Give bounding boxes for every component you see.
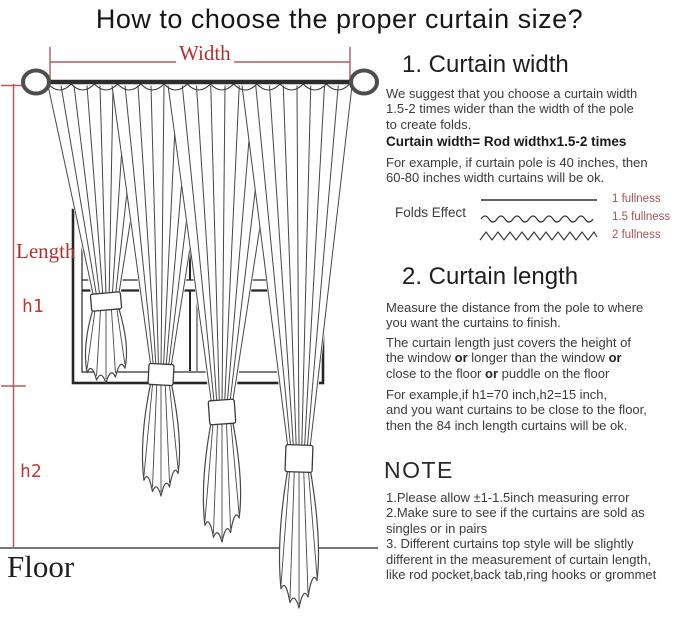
page-title: How to choose the proper curtain size? — [95, 4, 584, 34]
curtain-width-paragraph — [386, 86, 679, 132]
h2-measure-label: h2 — [20, 461, 42, 482]
or-emphasis: or — [608, 350, 622, 366]
curtain-length-example — [386, 387, 679, 433]
section-1-heading: 1. Curtain width — [402, 51, 569, 78]
note-line: different in the measurement of curtain length, — [386, 551, 651, 567]
text-line: then the 84 inch length curtains will be ok. — [386, 417, 628, 433]
curtain-width-formula: Curtain width= Rod widthx1.5-2 times — [386, 134, 627, 149]
text-line: Measure the distance from the pole to where — [386, 300, 644, 315]
text-line — [386, 366, 679, 381]
text-line: We suggest that you choose a curtain width — [386, 86, 638, 101]
fullness-1-label: 1 fullness — [612, 193, 661, 205]
text-line: For example, if curtain pole is 40 inches, then — [386, 155, 648, 170]
folds-effect-legend — [386, 191, 679, 251]
text-line: For example,if h1=70 inch,h2=15 inch, — [386, 387, 608, 402]
section-2-heading: 2. Curtain length — [402, 263, 579, 290]
curtain-length-paragraph — [386, 300, 679, 331]
fullness-2-label: 2 fullness — [612, 229, 661, 241]
note-line: 3. Different curtains top style will be slightly — [386, 536, 634, 552]
note-line: 2.Make sure to see if the curtains are sold as — [386, 505, 645, 521]
note-line: 1.Please allow ±1-1.5inch measuring error — [386, 490, 630, 505]
note-line: singles or in pairs — [386, 520, 488, 536]
note-list — [386, 490, 679, 582]
h1-measure-label: h1 — [22, 296, 44, 317]
folds-effect-label: Folds Effect — [395, 205, 467, 220]
text-line: The curtain length just covers the height of — [386, 335, 631, 350]
text-segment: close to the floor — [386, 365, 485, 381]
note-heading: NOTE — [384, 457, 454, 483]
note-line: like rod pocket,back tab,ring hooks or grommet — [386, 567, 657, 583]
fold-line-zigzag-icon — [478, 228, 600, 244]
or-emphasis: or — [454, 350, 468, 366]
fold-line-wave-icon — [478, 210, 600, 226]
text-line: and you want curtains to be close to the floor, — [386, 402, 647, 418]
curtain-width-example — [386, 155, 679, 186]
text-line: you want the curtains to finish. — [386, 315, 561, 331]
width-measure-label: Width — [176, 41, 234, 66]
text-line: 60-80 inches width curtains will be ok. — [386, 170, 605, 186]
text-line: 1.5-2 times wider than the width of the pole — [386, 101, 634, 117]
text-line — [386, 350, 679, 365]
length-measure-label: Length — [16, 239, 76, 263]
text-segment: puddle on the floor — [498, 365, 610, 381]
text-line: to create folds. — [386, 116, 472, 132]
fullness-1-5-label: 1.5 fullness — [612, 211, 671, 223]
fold-line-straight-icon — [478, 192, 600, 208]
or-emphasis: or — [485, 365, 498, 381]
text-segment: longer than the window — [467, 350, 609, 366]
curtain-length-options — [386, 335, 679, 381]
text-segment: the window — [386, 350, 455, 366]
floor-label: Floor — [7, 549, 75, 584]
